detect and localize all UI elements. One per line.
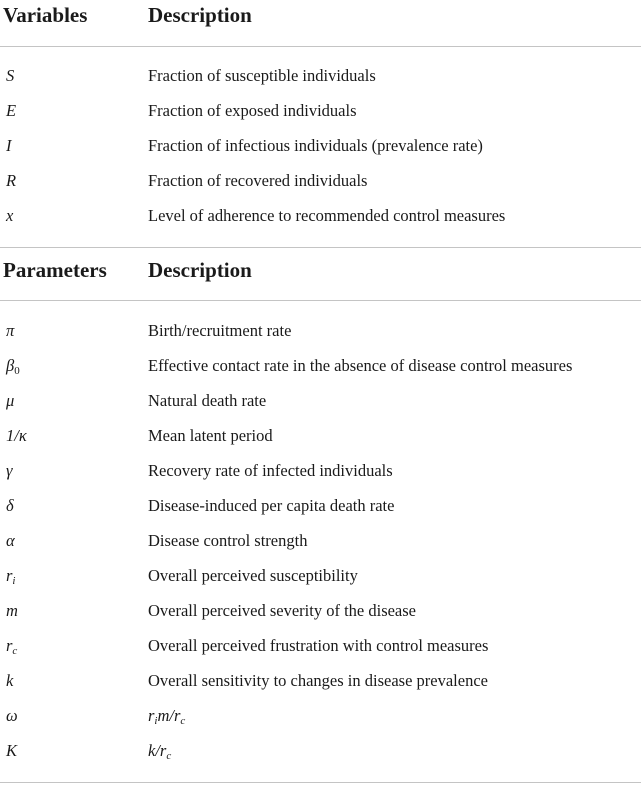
table-row (0, 706, 641, 730)
table-row (0, 671, 641, 695)
parameter-description: Overall perceived severity of the disease (148, 601, 417, 620)
description-column-header: Description (148, 258, 252, 282)
parameter-symbol: γ (6, 461, 13, 480)
parameter-symbol: β0 (6, 356, 20, 377)
parameter-symbol: 1/κ (6, 426, 27, 445)
parameter-symbol: δ (6, 496, 14, 515)
variable-description: Level of adherence to recommended control measures (148, 206, 506, 225)
table-row (0, 356, 641, 380)
table-row (0, 206, 641, 230)
parameter-description: Recovery rate of infected individuals (148, 461, 393, 480)
header-divider (0, 300, 641, 301)
variable-symbol: x (6, 206, 14, 225)
table-row (0, 391, 641, 415)
variables-header-row (0, 3, 641, 33)
parameter-description: Overall sensitivity to changes in disease prevalence (148, 671, 488, 690)
parameter-symbol: ω (6, 706, 18, 725)
variables-column-header: Variables (3, 3, 88, 27)
parameter-symbol: μ (6, 391, 15, 410)
parameter-description: Overall perceived frustration with control measures (148, 636, 489, 655)
parameter-symbol: α (6, 531, 15, 550)
variable-description: Fraction of recovered individuals (148, 171, 368, 190)
section-divider (0, 247, 641, 248)
parameter-description: Disease-induced per capita death rate (148, 496, 395, 515)
table-row (0, 101, 641, 125)
parameter-symbol: K (6, 741, 18, 760)
table-row (0, 426, 641, 450)
parameters-column-header: Parameters (3, 258, 107, 282)
parameter-description: Mean latent period (148, 426, 273, 445)
parameter-description-formula: $k/r_c$ (148, 741, 172, 762)
variable-description: Fraction of susceptible individuals (148, 66, 376, 85)
table-row (0, 636, 641, 660)
table-row (0, 171, 641, 195)
parameter-symbol: k (6, 671, 14, 690)
parameter-symbol: $r_c$ (6, 636, 18, 657)
parameter-symbol: m (6, 601, 18, 620)
parameter-description: Natural death rate (148, 391, 267, 410)
table-row (0, 321, 641, 345)
table-row (0, 136, 641, 160)
table-row (0, 66, 641, 90)
table-row (0, 531, 641, 555)
variable-description: Fraction of exposed individuals (148, 101, 357, 120)
variable-symbol: E (6, 101, 17, 120)
variable-description: Fraction of infectious individuals (prevalence rate) (148, 136, 483, 155)
parameter-description: Effective contact rate in the absence of disease control measures (148, 356, 573, 375)
table-row (0, 566, 641, 590)
table-row (0, 461, 641, 485)
table-row (0, 741, 641, 765)
header-divider (0, 46, 641, 47)
parameter-symbol: π (6, 321, 15, 340)
table-row (0, 496, 641, 520)
table-row (0, 601, 641, 625)
description-column-header: Description (148, 3, 252, 27)
parameter-description: Birth/recruitment rate (148, 321, 292, 340)
variable-symbol: S (6, 66, 15, 85)
parameters-header-row (0, 258, 641, 288)
parameter-description-formula: $r_im/r_c$ (148, 706, 186, 727)
variable-symbol: R (6, 171, 17, 190)
table-bottom-rule (0, 782, 641, 783)
parameter-description: Overall perceived susceptibility (148, 566, 358, 585)
variable-symbol: I (6, 136, 12, 155)
parameter-symbol: $r_i$ (6, 566, 16, 587)
parameter-description: Disease control strength (148, 531, 308, 550)
